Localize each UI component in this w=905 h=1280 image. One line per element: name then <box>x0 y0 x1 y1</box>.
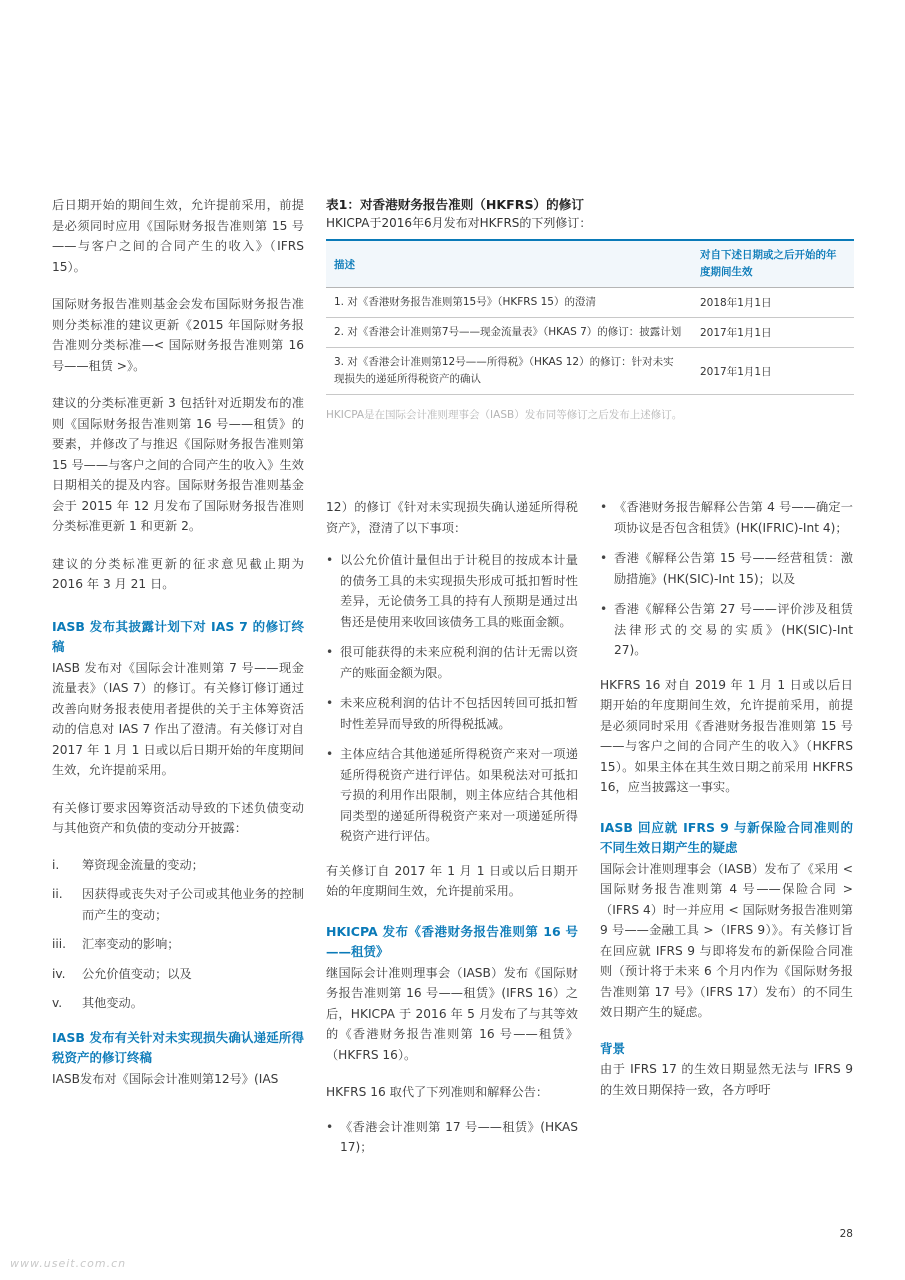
section-heading: HKICPA 发布《香港财务报告准则第 16 号——租赁》 <box>326 923 578 959</box>
row-desc: 1. 对《香港财务报告准则第15号》（HKFRS 15）的澄清 <box>334 296 596 308</box>
paragraph: 建议的分类标准更新的征求意见截止期为 2016 年 3 月 21 日。 <box>52 556 304 591</box>
table-row <box>326 318 854 348</box>
list-item: • 《香港财务报告解释公告第 4 号——确定一项协议是否包含租赁》(HK(IFRIC)-Int 4)； <box>600 497 853 538</box>
section-heading: IASB 发布有关针对未实现损失确认递延所得税资产的修订终稿 <box>52 1029 304 1065</box>
row-desc: 2. 对《香港会计准则第7号——现金流量表》（HKAS 7）的修订：披露计划 <box>334 326 682 338</box>
paragraph: HKFRS 16 取代了下列准则和解释公告： <box>326 1085 549 1099</box>
paragraph: IASB 发布对《国际会计准则第 7 号——现金流量表》（IAS 7）的修订。有关修订修订通过改善向财务报表使用者提供的关于主体筹资活动的信息对 IAS 7 作出了澄清。有关修订对自 2017 年 1 月 1 日或以后日期开始的年度期间生效，允许提前采用。 <box>52 660 304 777</box>
column-middle <box>326 497 578 1172</box>
section-heading: IASB 回应就 IFRS 9 与新保险合同准则的不同生效日期产生的疑虑 <box>600 819 853 855</box>
watermark: www.useit.com.cn <box>10 1257 127 1270</box>
paragraph: 由于 IFRS 17 的生效日期显然无法与 IFRS 9 的生效日期保持一致，各方呼吁 <box>600 1062 853 1097</box>
list-item: i. 筹资现金流量的变动； <box>52 857 204 872</box>
column-right <box>600 497 853 1117</box>
row-date: 2017年1月1日 <box>700 327 772 339</box>
list-item: • 未来应税利润的估计不包括因转回可抵扣暂时性差异而导致的所得税抵减。 <box>326 693 578 734</box>
header-date: 对自下述日期或之后开始的年度期间生效 <box>700 249 837 278</box>
list-item: • 香港《解释公告第 27 号——评价涉及租赁法律形式的交易的实质》(HK(SIC)-Int 27)。 <box>600 599 853 661</box>
list-item: • 香港《解释公告第 15 号——经营租赁：激励措施》(HK(SIC)-Int 15)；以及 <box>600 548 853 589</box>
table-note: HKICPA是在国际会计准则理事会（IASB）发布同等修订之后发布上述修订。 <box>326 409 683 421</box>
list-item: iv. 公允价值变动；以及 <box>52 966 192 981</box>
hkfrs-table <box>326 196 854 422</box>
list-item: • 《香港会计准则第 17 号——租赁》(HKAS 17)； <box>326 1117 578 1158</box>
bullet-list <box>326 550 578 847</box>
list-item: iii. 汇率变动的影响； <box>52 937 180 951</box>
paragraph: 建议的分类标准更新 3 包括针对近期发布的准则《国际财务报告准则第 16 号——租赁》的要素，并修改了与推迟《国际财务报告准则第 15 号——与客户之间的合同产生的收入》生效日期相关的提及内容。国际财务报告准则基金会于 2015 年 12 月发布了国际财务报告准则分类标准更新 1 和更新 2。 <box>52 396 304 533</box>
paragraph: IASB发布对《国际会计准则第12号》(IAS <box>52 1071 279 1086</box>
paragraph: HKFRS 16 对自 2019 年 1 月 1 日或以后日期开始的年度期间生效，允许提前采用，前提是必须同时采用《香港财务报告准则第 15 号——与客户之间的合同产生的收入》（HKFRS 15）。如果主体在其生效日期之前采用 HKFRS 16，应当披露这一事实。 <box>600 677 853 794</box>
column-left <box>52 195 304 1106</box>
page-number: 28 <box>839 1228 853 1240</box>
paragraph: 12）的修订《针对未实现损失确认递延所得税资产》，澄清了以下事项： <box>326 500 578 535</box>
paragraph: 有关修订要求因筹资活动导致的下述负债变动与其他资产和负债的变动分开披露： <box>52 800 304 835</box>
list-item: • 以公允价值计量但出于计税目的按成本计量的债务工具的未实现损失形成可抵扣暂时性差异，无论债务工具的持有人预期是通过出售还是使用来收回该债务工具的账面金额。 <box>326 550 578 632</box>
row-date: 2018年1月1日 <box>700 297 772 309</box>
bullet-list <box>600 497 853 661</box>
paragraph: 有关修订自 2017 年 1 月 1 日或以后日期开始的年度期间生效，允许提前采用。 <box>326 863 578 898</box>
bullet-list <box>326 1117 578 1158</box>
paragraph: 继国际会计准则理事会（IASB）发布《国际财务报告准则第 16 号——租赁》(IFRS 16）之后，HKICPA 于 2016 年 5 月发布了与其等效的《香港财务报告准则第 16 号——租赁》（HKFRS 16）。 <box>326 965 578 1062</box>
list-item: • 很可能获得的未来应税利润的估计无需以资产的账面金额为限。 <box>326 642 578 683</box>
table-title: 表1：对香港财务报告准则（HKFRS）的修订 <box>326 197 584 212</box>
table-header <box>326 239 854 288</box>
row-date: 2017年1月1日 <box>700 365 772 378</box>
table-row <box>326 348 854 395</box>
list-item: v. 其他变动。 <box>52 996 143 1010</box>
row-desc: 3. 对《香港会计准则第12号——所得税》（HKAS 12）的修订：针对未实现损失的递延所得税资产的确认 <box>334 356 674 385</box>
header-desc: 描述 <box>334 259 355 271</box>
list-item: • 主体应结合其他递延所得税资产来对一项递延所得税资产进行评估。如果税法对可抵扣亏损的利用作出限制，则主体应结合其他相同类型的递延所得税资产来对一项递延所得税资产进行评估。 <box>326 744 578 847</box>
paragraph: 后日期开始的期间生效，允许提前采用，前提是必须同时应用《国际财务报告准则第 15 号——与客户之间的合同产生的收入》（IFRS 15）。 <box>52 198 304 274</box>
change-list <box>52 855 304 1014</box>
paragraph: 国际会计准则理事会（IASB）发布了《采用 < 国际财务报告准则第 4 号——保险合同 >（IFRS 4）时一并应用 < 国际财务报告准则第 9 号——金融工具 >（IFRS 9）》。有关修订旨在回应就 IFRS 9 与即将发布的新保险合同准则（预计将于未来 6 个月内作为《国际财务报告准则第 17 号》（IFRS 17）发布）的不同生效日期产生的疑虑。 <box>600 861 853 1019</box>
table-row <box>326 288 854 318</box>
list-item: ii. 因获得或丧失对子公司或其他业务的控制而产生的变动； <box>52 887 304 922</box>
table-subtitle: HKICPA于2016年6月发布对HKFRS的下列修订： <box>326 216 592 230</box>
section-heading: IASB 发布其披露计划下对 IAS 7 的修订终稿 <box>52 618 304 654</box>
section-heading: 背景 <box>600 1040 626 1056</box>
paragraph: 国际财务报告准则基金会发布国际财务报告准则分类标准的建议更新《2015 年国际财务报告准则分类标准—< 国际财务报告准则第 16 号——租赁 >》。 <box>52 297 304 373</box>
